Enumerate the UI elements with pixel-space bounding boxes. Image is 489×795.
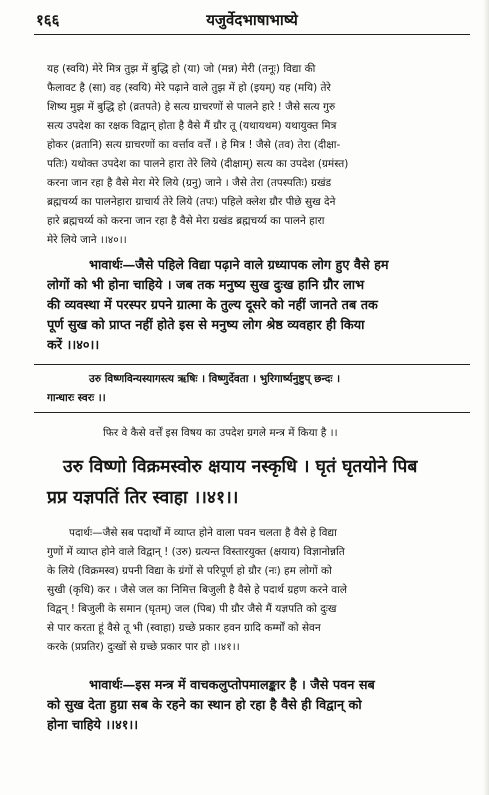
- scan-edge-shadow: [483, 0, 489, 795]
- text-line: भावार्थः—जैसे पहिले विद्या पढ़ाने वाले ग्रध्यापक लोग हुए वैसे हम: [89, 258, 389, 273]
- text-line: उरु विष्णविन्यस्यागस्त्य ऋषिः । विष्णुर्देवता । भुरिगार्ष्यनुष्टुप् छन्दः ।: [89, 373, 341, 385]
- text-line: होकर (व्रतानि) सत्य ग्राचरणों का वर्त्ताव वर्त्तें । हे मित्र ! जैसे (तव) तेरा (दीक्षा-: [47, 139, 341, 151]
- text-line: को सुख देता हुग्रा सब के रहने का स्थान हो रहा है वैसे ही विद्वान् को: [47, 698, 362, 713]
- running-title: यजुर्वेदभाषाभाष्ये: [206, 11, 298, 29]
- text-line: करके (प्रप्रतिर) दुःखों से ग्रच्छे प्रकार पार हो ।।४१।।: [47, 641, 240, 653]
- text-line: से पार करता हूं वैसे तू भी (स्वाहा) ग्रच्छे प्रकार हवन ग्रादि कर्म्मों को सेवन: [47, 622, 321, 634]
- padartha-paragraph: [47, 60, 467, 250]
- text-line: शिष्य मुझ में बुद्धि हो (व्रतपते) हे सत्य ग्राचरणों से पालने हारे ! जैसे सत्य गुरु: [47, 101, 336, 113]
- mantra-block: [47, 452, 467, 514]
- text-line: गुणों में व्याप्त होने वाले विद्वान् ! (उरु) ग्रत्यन्त विस्तारयुक्त (क्षयाय) विज्ञानोन्नति: [47, 546, 345, 558]
- text-line: करें ।।४०।।: [47, 338, 100, 353]
- text-line: लोगों को भी होना चाहिये । जब तक मनुष्य सुख दुःख हानि ग्रौर लाभ: [47, 278, 365, 293]
- text-line: पदार्थः—जैसे सब पदार्थों में व्याप्त होने वाला पवन चलता है वैसे हे विद्या: [69, 527, 337, 539]
- text-line: की व्यवस्था में परस्पर ग्रपने ग्रात्मा के तुल्य दूसरे को नहीं जानते तब तक: [47, 298, 378, 313]
- text-line: यह (स्वयि) मेरे मित्र तुझ में बुद्धि हो (या) जो (मन्न) मेरी (तनूः) विद्या की: [47, 63, 316, 75]
- text-line: के लिये (विक्रमस्व) ग्रपनी विद्या के ग्रंगों से परिपूर्ण हो ग्रौर (नः) हम लोगों को: [47, 565, 332, 577]
- page-number: १६६: [36, 11, 60, 29]
- text-line: मेरे लिये जाने ।।४०।।: [47, 234, 127, 246]
- section-rule: [34, 364, 470, 365]
- section-rule: [34, 412, 470, 413]
- rishi-devata-line: [47, 370, 467, 408]
- page-header: [36, 8, 468, 32]
- text-line: ब्रह्मचर्य्य का पालनेहारा ग्राचार्य तेरे लिये (तपः) पहिले क्लेश ग्रौर पीछे सुख देने: [47, 196, 336, 208]
- text-line: गान्धारः स्वरः ।।: [47, 392, 106, 404]
- text-line: सुखी (कृधि) कर । जैसे जल का निमित्त बिजुली है वैसे हे पदार्थ ग्रहण करने वाले: [47, 584, 347, 596]
- text-line: सत्य उपदेश का रक्षक विद्वान् होता है वैसे मैं ग्रौर तू (यथायथम) यथायुक्त मित्र: [47, 120, 337, 132]
- header-rule: [34, 34, 470, 35]
- text-line: हारे ब्रह्मचर्य्य को करना जान रहा है वैसे मेरा ग्रखंड ब्रह्मचर्य्य का पालने हारा: [47, 215, 325, 227]
- mantra-line: प्रप्र यज्ञपतिं तिर स्वाहा ।।४१।।: [47, 488, 239, 508]
- text-line: पूर्ण सुख को प्राप्त नहीं होते इस से मनुष्य लोग श्रेष्ठ व्यवहार ही किया: [47, 318, 365, 333]
- text-line: भावार्थः—इस मन्त्र में वाचकलुप्तोपमालङ्कार है । जैसे पवन सब: [89, 678, 375, 693]
- padartha-paragraph: [47, 524, 467, 657]
- mantra-line: उरु विष्णो विक्रमस्वोरु क्षयाय नस्कृधि । घृतं घृतयोने पिब: [63, 457, 418, 477]
- mantra-intro: [47, 424, 467, 443]
- text-line: विद्वन् ! बिजुली के समान (घृतम्) जल (पिब) पी ग्रौर जैसे मैं यज्ञपति को दुःख: [47, 603, 337, 615]
- text-line: फैलावट है (सा) वह (स्वयि) मेरे पढ़ाने वाले तुझ में हो (इयम्) यह (मयि) तेरे: [47, 82, 331, 94]
- bhavartha-paragraph: [47, 676, 467, 736]
- text-line: करना जान रहा है वैसे मेरा मेरे लिये (ग्रनु) जाने । जैसे तेरा (तपस्पतिः) ग्रखंड: [47, 177, 332, 189]
- bhavartha-paragraph: [47, 256, 467, 356]
- text-line: पतिः) यथोक्त उपदेश का पालने हारा तेरे लिये (दीक्षाम्) सत्य का उपदेश (ग्रमंस्त): [47, 158, 349, 170]
- text-line: फिर वे कैसे वर्त्तें इस विषय का उपदेश ग्रगले मन्त्र में किया है ।।: [103, 427, 338, 439]
- text-line: होना चाहिये ।।४१।।: [47, 718, 139, 733]
